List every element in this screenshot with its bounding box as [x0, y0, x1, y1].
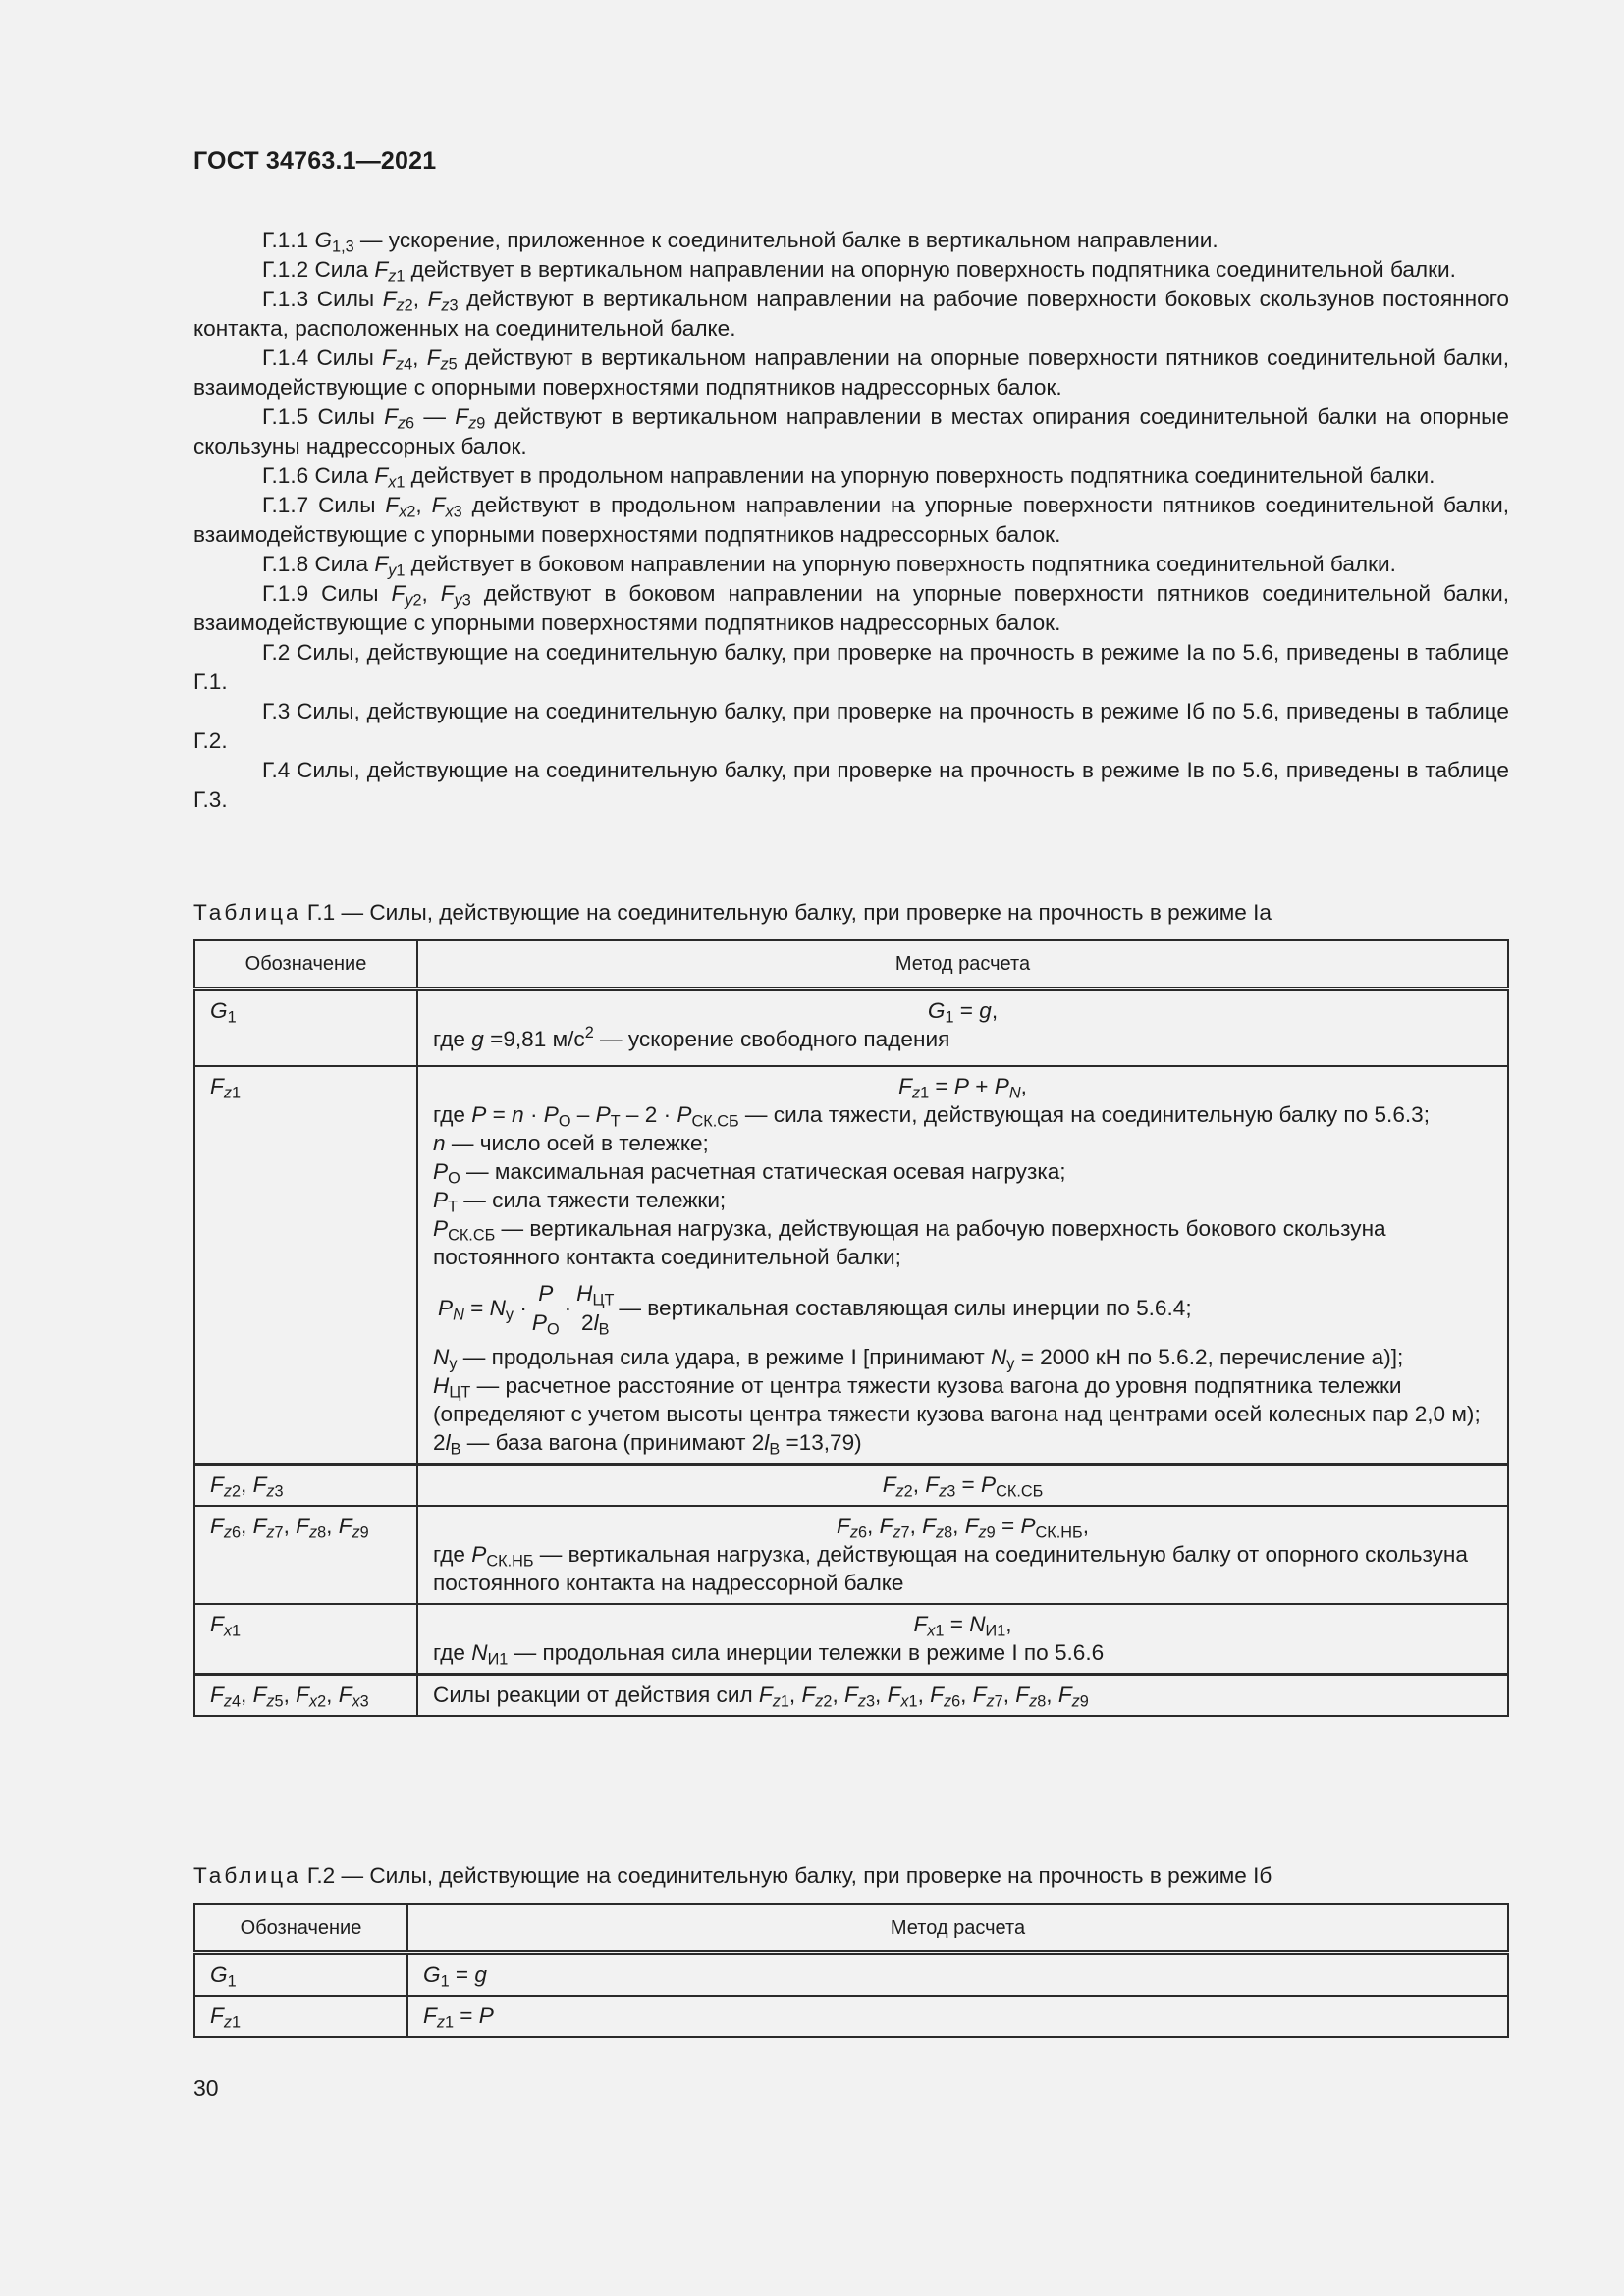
- paragraph-g-1-9: Г.1.9 Силы $F_{y2}$, $F_{y3}$ действуют в боковом направлении на упорные поверхности пятников соединительной балки, взаимодействующие с упорными поверхностями подпятников надрессорных балок.: [193, 581, 1509, 635]
- table-2-caption: Таблица Г.2 — Силы, действующие на соединительную балку, при проверке на прочность в режиме Iб: [193, 1863, 1272, 1888]
- paragraph-g-1-8: Г.1.8 Сила $F_{y1}$ действует в боковом направлении на упорную поверхность подпятника соединительной балки.: [262, 552, 1396, 580]
- table-1-header-method: Метод расчета: [417, 940, 1508, 989]
- table-2-header-designation: Обозначение: [194, 1904, 407, 1953]
- cell-method: Силы реакции от действия сил $F_{z1}$, $F_{z2}$, $F_{z3}$, $F_{x1}$, $F_{z6}$, $F_{z7}$, $F_{z8}$, $F_{z9}$: [417, 1674, 1508, 1716]
- inertia-formula: $P_N = N_у$ · $\frac{P}{P_О}$ · $\frac{H_{ЦТ}}{2l_В}$ — вертикальная составляющая силы инерции по 5.6.4;: [438, 1280, 1192, 1339]
- cell-designation: $F_{z4}$, $F_{z5}$, $F_{x2}$, $F_{x3}$: [194, 1674, 417, 1716]
- cell-designation: $F_{z1}$: [194, 1066, 417, 1465]
- table-row: [194, 1066, 1508, 1465]
- page-number: 30: [193, 2075, 219, 2101]
- paragraph-g-4: Г.4 Силы, действующие на соединительную балку, при проверке на прочность в режиме Iв по 5.6, приведены в таблице Г.3.: [193, 758, 1509, 812]
- cell-method: $F_{z6}$, $F_{z7}$, $F_{z8}$, $F_{z9} = P_{СК.НБ}$, где $P_{СК.НБ}$ — вертикальная нагрузка, действующая на соединительную балку от опорного скользуна постоянного контакта на надрессорной балке: [417, 1506, 1508, 1604]
- table-row: [194, 989, 1508, 1066]
- cell-method: $F_{z1} = P$: [407, 1996, 1508, 2037]
- paragraph-g-1-4: Г.1.4 Силы $F_{z4}$, $F_{z5}$ действуют в вертикальном направлении на опорные поверхности пятников соединительной балки, взаимодействующие с опорными поверхностями подпятников надрессорных балок.: [193, 346, 1509, 400]
- paragraph-g-3: Г.3 Силы, действующие на соединительную балку, при проверке на прочность в режиме Iб по 5.6, приведены в таблице Г.2.: [193, 699, 1509, 753]
- table-1-caption: Таблица Г.1 — Силы, действующие на соединительную балку, при проверке на прочность в режиме Iа: [193, 900, 1272, 925]
- cell-method: $F_{z2}$, $F_{z3} = P_{СК.СБ}$: [417, 1464, 1508, 1506]
- cell-designation: $F_{z1}$: [194, 1996, 407, 2037]
- table-row: [194, 1506, 1508, 1604]
- cell-designation: $F_{x1}$: [194, 1604, 417, 1675]
- cell-method: $G_1 = g$, где g =9,81 $м/с^2$ — ускорение свободного падения: [417, 989, 1508, 1066]
- table-row: [194, 1953, 1508, 1997]
- table-1-header-designation: Обозначение: [194, 940, 417, 989]
- body-text: [193, 226, 1509, 815]
- table-row: [194, 1464, 1508, 1506]
- cell-designation: $G_1$: [194, 1953, 407, 1997]
- document-header: ГОСТ 34763.1—2021: [193, 147, 437, 175]
- table-2: [193, 1903, 1509, 2038]
- cell-designation: $F_{z6}$, $F_{z7}$, $F_{z8}$, $F_{z9}$: [194, 1506, 417, 1604]
- table-row: [194, 1674, 1508, 1716]
- cell-designation: $F_{z2}$, $F_{z3}$: [194, 1464, 417, 1506]
- paragraph-g-1-1: Г.1.1 $G_{1,3}$ — ускорение, приложенное к соединительной балке в вертикальном направлении.: [262, 228, 1218, 256]
- paragraph-g-1-5: Г.1.5 Силы $F_{z6}$ — $F_{z9}$ действуют в вертикальном направлении в местах опирания соединительной балки на опорные скользуны надрессорных балок.: [193, 404, 1509, 458]
- cell-method: $G_1 = g$: [407, 1953, 1508, 1997]
- paragraph-g-1-6: Г.1.6 Сила $F_{x1}$ действует в продольном направлении на упорную поверхность подпятника соединительной балки.: [262, 463, 1435, 492]
- paragraph-g-2: Г.2 Силы, действующие на соединительную балку, при проверке на прочность в режиме Iа по 5.6, приведены в таблице Г.1.: [193, 640, 1509, 694]
- cell-designation: $G_1$: [194, 989, 417, 1066]
- cell-method: $F_{x1} = N_{И1}$, где $N_{И1}$ — продольная сила инерции тележки в режиме I по 5.6.6: [417, 1604, 1508, 1675]
- cell-method: $F_{z1} = P + P_N$, где $P = n \cdot P_О - P_Т - 2 \cdot P_{СК.СБ}$ — сила тяжести, действующая на соединительную балку по 5.6.3; n — число осей в тележке; $P_О$ — максимальная расчетная статическая осевая нагрузка; $P_Т$ — сила тяжести тележки; $P_{СК.СБ}$ — вертикальная нагрузка, действующая на рабочую поверхность бокового скользуна постоянного контакта соединительной балки; $P_N = N_у$ · $\frac{P}{P_О}$ · $\frac{H_{ЦТ}}{2l_В}$ — вертикальная составляющая силы инерции по 5.6.4; $N_у$ — продольная сила удара, в режиме I [принимают $N_у = 2000$ кН по 5.6.2, перечисление а)]; $H_{ЦТ}$ — расчетное расстояние от центра тяжести кузова вагона до уровня подпятника тележки (определяют с учетом высоты центра тяжести кузова вагона над центрами осей колесных пар 2,0 м); $2l_В$ — база вагона (принимают $2l_В =13,79$): [417, 1066, 1508, 1465]
- paragraph-g-1-2: Г.1.2 Сила $F_{z1}$ действует в вертикальном направлении на опорную поверхность подпятника соединительной балки.: [262, 257, 1456, 286]
- table-2-header-method: Метод расчета: [407, 1904, 1508, 1953]
- table-row: [194, 1604, 1508, 1675]
- paragraph-g-1-3: Г.1.3 Силы $F_{z2}$, $F_{z3}$ действуют в вертикальном направлении на рабочие поверхности боковых скользунов постоянного контакта, расположенных на соединительной балке.: [193, 287, 1509, 341]
- table-row: [194, 1996, 1508, 2037]
- table-1: [193, 939, 1509, 1717]
- paragraph-g-1-7: Г.1.7 Силы $F_{x2}$, $F_{x3}$ действуют в продольном направлении на упорные поверхности пятников соединительной балки, взаимодействующие с упорными поверхностями подпятников надрессорных балок.: [193, 493, 1509, 547]
